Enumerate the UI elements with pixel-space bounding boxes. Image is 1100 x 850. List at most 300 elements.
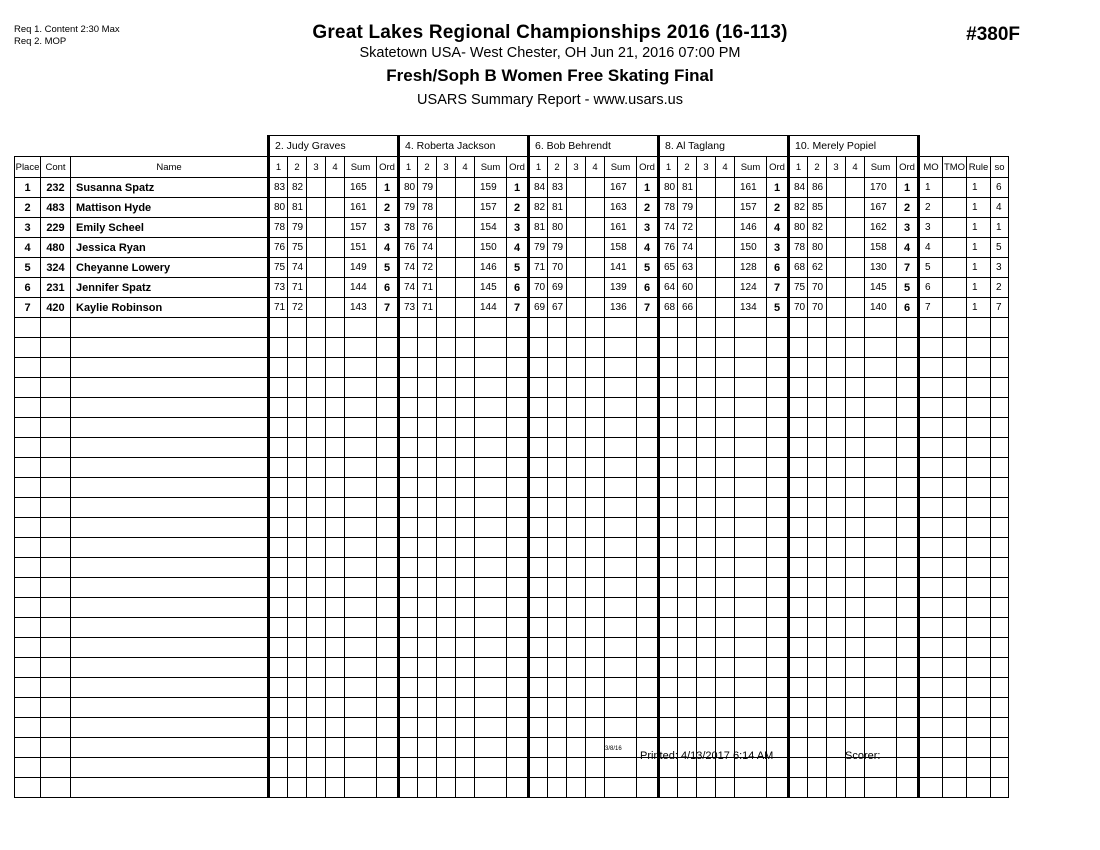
row-j2-score3 xyxy=(437,298,456,318)
empty-j2-s1 xyxy=(399,438,418,458)
empty-cont xyxy=(41,558,71,578)
empty-j1-s1 xyxy=(269,378,288,398)
requirement-2: Req 2. MOP xyxy=(14,36,67,47)
empty-j1-s1 xyxy=(269,398,288,418)
empty-so xyxy=(991,718,1009,738)
empty-mo xyxy=(919,498,943,518)
row-j1-sum: 157 xyxy=(345,218,377,238)
empty-j1-ord xyxy=(377,538,399,558)
row-j3-score3 xyxy=(567,278,586,298)
empty-j1-s3 xyxy=(307,678,326,698)
results-table xyxy=(14,135,1009,798)
empty-j2-s1 xyxy=(399,398,418,418)
row-j4-ord: 7 xyxy=(767,278,789,298)
empty-j1-s1 xyxy=(269,338,288,358)
empty-j1-s2 xyxy=(288,738,307,758)
empty-j2-sum xyxy=(475,578,507,598)
empty-j3-s3 xyxy=(567,398,586,418)
row-j5-ord: 1 xyxy=(897,178,919,198)
row-j5-score4 xyxy=(846,278,865,298)
table-row-empty xyxy=(15,498,1009,518)
col-j5-ord: Ord xyxy=(897,157,919,178)
empty-j2-s3 xyxy=(437,518,456,538)
empty-j2-s1 xyxy=(399,478,418,498)
row-j5-score1: 84 xyxy=(789,178,808,198)
row-j5-score3 xyxy=(827,238,846,258)
table-row xyxy=(15,238,1009,258)
row-j1-ord: 4 xyxy=(377,238,399,258)
empty-j1-s1 xyxy=(269,318,288,338)
empty-j1-s1 xyxy=(269,618,288,638)
row-j5-score2: 82 xyxy=(808,218,827,238)
empty-cont xyxy=(41,378,71,398)
empty-j3-s4 xyxy=(586,358,605,378)
table-row-empty xyxy=(15,598,1009,618)
empty-j2-s1 xyxy=(399,598,418,618)
row-j3-score4 xyxy=(586,198,605,218)
empty-j1-s3 xyxy=(307,398,326,418)
col-j5-s4: 4 xyxy=(846,157,865,178)
empty-cont xyxy=(41,498,71,518)
row-skater-name: Emily Scheel xyxy=(71,218,269,238)
empty-j5-ord xyxy=(897,478,919,498)
empty-cont xyxy=(41,418,71,438)
empty-j4-sum xyxy=(735,338,767,358)
row-rule: 1 xyxy=(967,258,991,278)
row-j1-score4 xyxy=(326,258,345,278)
empty-j2-s4 xyxy=(456,618,475,638)
empty-j4-s4 xyxy=(716,518,735,538)
empty-j5-sum xyxy=(865,458,897,478)
empty-j3-sum xyxy=(605,438,637,458)
empty-j1-s3 xyxy=(307,718,326,738)
row-mo: 1 xyxy=(919,178,943,198)
empty-j2-s3 xyxy=(437,318,456,338)
row-j5-sum: 167 xyxy=(865,198,897,218)
empty-j2-s2 xyxy=(418,598,437,618)
empty-j5-s3 xyxy=(827,738,846,758)
empty-j1-s1 xyxy=(269,478,288,498)
col-mo: MO xyxy=(919,157,943,178)
empty-j1-sum xyxy=(345,538,377,558)
empty-j5-s1 xyxy=(789,358,808,378)
row-j2-ord: 4 xyxy=(507,238,529,258)
row-j3-sum: 136 xyxy=(605,298,637,318)
empty-j3-s2 xyxy=(548,718,567,738)
row-j1-score1: 78 xyxy=(269,218,288,238)
empty-rule xyxy=(967,478,991,498)
row-tmo xyxy=(943,198,967,218)
empty-j5-sum xyxy=(865,638,897,658)
empty-j2-s2 xyxy=(418,538,437,558)
empty-mo xyxy=(919,558,943,578)
empty-j2-sum xyxy=(475,498,507,518)
empty-j3-s1 xyxy=(529,498,548,518)
row-j3-score4 xyxy=(586,258,605,278)
empty-j1-ord xyxy=(377,678,399,698)
empty-j2-sum xyxy=(475,398,507,418)
table-row-empty xyxy=(15,518,1009,538)
empty-j2-s2 xyxy=(418,458,437,478)
row-j3-sum: 158 xyxy=(605,238,637,258)
row-j4-ord: 4 xyxy=(767,218,789,238)
empty-j4-s4 xyxy=(716,598,735,618)
row-j1-score2: 79 xyxy=(288,218,307,238)
empty-j1-s1 xyxy=(269,438,288,458)
empty-j5-s2 xyxy=(808,498,827,518)
row-j5-score1: 68 xyxy=(789,258,808,278)
row-rule: 1 xyxy=(967,198,991,218)
row-tmo xyxy=(943,238,967,258)
empty-j2-sum xyxy=(475,358,507,378)
spacer-place xyxy=(15,136,41,157)
empty-j2-ord xyxy=(507,778,529,798)
empty-j1-sum xyxy=(345,578,377,598)
empty-j1-sum xyxy=(345,498,377,518)
empty-tmo xyxy=(943,418,967,438)
empty-j3-sum xyxy=(605,658,637,678)
empty-rule xyxy=(967,678,991,698)
row-j2-score3 xyxy=(437,198,456,218)
row-j2-score1: 74 xyxy=(399,258,418,278)
row-j3-sum: 163 xyxy=(605,198,637,218)
empty-tmo xyxy=(943,318,967,338)
col-rule: Rule xyxy=(967,157,991,178)
row-place: 7 xyxy=(15,298,41,318)
empty-j5-ord xyxy=(897,338,919,358)
empty-j2-s4 xyxy=(456,778,475,798)
empty-name xyxy=(71,498,269,518)
empty-place xyxy=(15,438,41,458)
table-row-empty xyxy=(15,618,1009,638)
empty-j3-s4 xyxy=(586,538,605,558)
row-j3-sum: 167 xyxy=(605,178,637,198)
empty-j4-s1 xyxy=(659,518,678,538)
empty-j2-s3 xyxy=(437,438,456,458)
empty-j5-s2 xyxy=(808,398,827,418)
row-j5-score4 xyxy=(846,298,865,318)
empty-j4-sum xyxy=(735,698,767,718)
empty-rule xyxy=(967,378,991,398)
empty-j2-sum xyxy=(475,458,507,478)
row-j4-score3 xyxy=(697,238,716,258)
empty-j5-s1 xyxy=(789,478,808,498)
empty-j1-s1 xyxy=(269,498,288,518)
empty-j1-sum xyxy=(345,778,377,798)
empty-name xyxy=(71,538,269,558)
empty-j5-ord xyxy=(897,598,919,618)
empty-j2-s4 xyxy=(456,438,475,458)
table-row-empty xyxy=(15,538,1009,558)
empty-j4-s4 xyxy=(716,478,735,498)
row-j4-score4 xyxy=(716,298,735,318)
empty-cont xyxy=(41,678,71,698)
row-j1-sum: 149 xyxy=(345,258,377,278)
empty-j4-s1 xyxy=(659,498,678,518)
empty-j2-s4 xyxy=(456,338,475,358)
empty-j4-s4 xyxy=(716,498,735,518)
row-tmo xyxy=(943,278,967,298)
empty-mo xyxy=(919,478,943,498)
empty-j3-s2 xyxy=(548,378,567,398)
row-j4-sum: 161 xyxy=(735,178,767,198)
row-j3-ord: 4 xyxy=(637,238,659,258)
empty-j4-s4 xyxy=(716,778,735,798)
empty-j1-s4 xyxy=(326,578,345,598)
col-place: Place xyxy=(15,157,41,178)
empty-j4-s2 xyxy=(678,538,697,558)
empty-j5-s2 xyxy=(808,578,827,598)
empty-j1-s2 xyxy=(288,318,307,338)
empty-place xyxy=(15,398,41,418)
col-j1-s2: 2 xyxy=(288,157,307,178)
empty-j5-s3 xyxy=(827,518,846,538)
row-j5-score3 xyxy=(827,258,846,278)
row-j1-score1: 80 xyxy=(269,198,288,218)
empty-j3-sum xyxy=(605,458,637,478)
empty-j2-ord xyxy=(507,658,529,678)
empty-name xyxy=(71,778,269,798)
empty-name xyxy=(71,438,269,458)
table-row xyxy=(15,218,1009,238)
empty-rule xyxy=(967,598,991,618)
empty-j2-s2 xyxy=(418,778,437,798)
empty-j3-ord xyxy=(637,438,659,458)
row-j4-score4 xyxy=(716,258,735,278)
row-j4-ord: 1 xyxy=(767,178,789,198)
empty-j4-s4 xyxy=(716,358,735,378)
empty-j2-s4 xyxy=(456,538,475,558)
empty-j4-s2 xyxy=(678,418,697,438)
empty-j3-ord xyxy=(637,458,659,478)
empty-j1-s2 xyxy=(288,338,307,358)
row-j3-sum: 139 xyxy=(605,278,637,298)
empty-j3-s1 xyxy=(529,418,548,438)
empty-j2-s1 xyxy=(399,418,418,438)
empty-j5-s1 xyxy=(789,638,808,658)
empty-j4-s3 xyxy=(697,378,716,398)
empty-j4-s4 xyxy=(716,558,735,578)
empty-j1-s1 xyxy=(269,598,288,618)
empty-j5-sum xyxy=(865,338,897,358)
empty-j1-ord xyxy=(377,438,399,458)
empty-j5-sum xyxy=(865,358,897,378)
empty-j1-ord xyxy=(377,758,399,778)
empty-j3-sum xyxy=(605,318,637,338)
row-j1-score3 xyxy=(307,178,326,198)
empty-name xyxy=(71,698,269,718)
empty-tmo xyxy=(943,378,967,398)
empty-j2-s1 xyxy=(399,678,418,698)
empty-j2-ord xyxy=(507,538,529,558)
empty-j2-s4 xyxy=(456,638,475,658)
empty-j5-ord xyxy=(897,438,919,458)
empty-place xyxy=(15,738,41,758)
empty-name xyxy=(71,758,269,778)
table-row-empty xyxy=(15,318,1009,338)
empty-j3-s1 xyxy=(529,758,548,778)
empty-j3-s4 xyxy=(586,518,605,538)
judge-name-3: 6. Bob Behrendt xyxy=(529,136,659,157)
empty-j3-s4 xyxy=(586,738,605,758)
empty-j2-ord xyxy=(507,418,529,438)
empty-j5-s4 xyxy=(846,478,865,498)
empty-j5-sum xyxy=(865,618,897,638)
empty-j2-s4 xyxy=(456,418,475,438)
row-j2-score2: 72 xyxy=(418,258,437,278)
empty-j3-s1 xyxy=(529,378,548,398)
empty-j2-ord xyxy=(507,638,529,658)
empty-name xyxy=(71,318,269,338)
empty-j1-ord xyxy=(377,738,399,758)
empty-j5-ord xyxy=(897,658,919,678)
empty-j4-s1 xyxy=(659,418,678,438)
row-j5-score3 xyxy=(827,218,846,238)
empty-j3-ord xyxy=(637,778,659,798)
empty-j4-sum xyxy=(735,438,767,458)
row-j1-sum: 143 xyxy=(345,298,377,318)
empty-j3-s4 xyxy=(586,318,605,338)
empty-rule xyxy=(967,738,991,758)
empty-place xyxy=(15,558,41,578)
col-j4-s2: 2 xyxy=(678,157,697,178)
empty-j4-s1 xyxy=(659,618,678,638)
empty-j2-s4 xyxy=(456,498,475,518)
empty-j3-sum xyxy=(605,758,637,778)
row-j4-sum: 150 xyxy=(735,238,767,258)
empty-so xyxy=(991,598,1009,618)
empty-j3-s4 xyxy=(586,718,605,738)
empty-j1-s1 xyxy=(269,638,288,658)
row-place: 2 xyxy=(15,198,41,218)
empty-cont xyxy=(41,478,71,498)
empty-j4-s1 xyxy=(659,638,678,658)
row-j4-score2: 60 xyxy=(678,278,697,298)
row-j4-sum: 128 xyxy=(735,258,767,278)
empty-j5-s3 xyxy=(827,418,846,438)
form-code: 3/8/16 xyxy=(605,746,622,752)
empty-j1-sum xyxy=(345,698,377,718)
empty-j4-s1 xyxy=(659,438,678,458)
empty-cont xyxy=(41,458,71,478)
empty-j4-ord xyxy=(767,598,789,618)
row-skater-name: Cheyanne Lowery xyxy=(71,258,269,278)
row-place: 6 xyxy=(15,278,41,298)
empty-j4-s2 xyxy=(678,618,697,638)
row-skater-name: Jennifer Spatz xyxy=(71,278,269,298)
empty-j2-s1 xyxy=(399,538,418,558)
empty-j1-ord xyxy=(377,718,399,738)
empty-j4-s4 xyxy=(716,578,735,598)
empty-j3-s4 xyxy=(586,678,605,698)
row-mo: 3 xyxy=(919,218,943,238)
row-so: 1 xyxy=(991,218,1009,238)
empty-rule xyxy=(967,538,991,558)
empty-j4-sum xyxy=(735,618,767,638)
empty-rule xyxy=(967,558,991,578)
empty-j2-s4 xyxy=(456,358,475,378)
empty-place xyxy=(15,478,41,498)
row-j3-score2: 70 xyxy=(548,258,567,278)
col-j2-s1: 1 xyxy=(399,157,418,178)
empty-j4-s3 xyxy=(697,778,716,798)
empty-j3-sum xyxy=(605,558,637,578)
empty-cont xyxy=(41,318,71,338)
empty-j5-sum xyxy=(865,578,897,598)
empty-j1-ord xyxy=(377,378,399,398)
row-j2-score3 xyxy=(437,258,456,278)
empty-j4-s2 xyxy=(678,698,697,718)
empty-j3-s2 xyxy=(548,598,567,618)
empty-j3-s2 xyxy=(548,438,567,458)
empty-j2-ord xyxy=(507,458,529,478)
empty-j1-ord xyxy=(377,338,399,358)
empty-rule xyxy=(967,318,991,338)
col-j2-ord: Ord xyxy=(507,157,529,178)
empty-j2-sum xyxy=(475,738,507,758)
empty-j5-ord xyxy=(897,418,919,438)
empty-j2-s3 xyxy=(437,338,456,358)
empty-j4-sum xyxy=(735,778,767,798)
empty-place xyxy=(15,458,41,478)
row-j5-score1: 75 xyxy=(789,278,808,298)
judge-name-4: 8. Al Taglang xyxy=(659,136,789,157)
empty-j1-s2 xyxy=(288,578,307,598)
empty-cont xyxy=(41,718,71,738)
empty-j1-s3 xyxy=(307,558,326,578)
row-j2-score2: 71 xyxy=(418,298,437,318)
row-j1-score4 xyxy=(326,218,345,238)
empty-j5-s3 xyxy=(827,398,846,418)
empty-j4-ord xyxy=(767,338,789,358)
empty-j4-s2 xyxy=(678,558,697,578)
empty-rule xyxy=(967,578,991,598)
empty-j2-s4 xyxy=(456,658,475,678)
row-j4-ord: 3 xyxy=(767,238,789,258)
empty-j5-s1 xyxy=(789,678,808,698)
row-j4-score1: 65 xyxy=(659,258,678,278)
row-j3-score1: 84 xyxy=(529,178,548,198)
row-j3-score1: 71 xyxy=(529,258,548,278)
row-j1-score4 xyxy=(326,298,345,318)
empty-j1-ord xyxy=(377,458,399,478)
empty-j5-s1 xyxy=(789,458,808,478)
empty-j5-s4 xyxy=(846,358,865,378)
empty-j3-s2 xyxy=(548,738,567,758)
empty-j2-s2 xyxy=(418,398,437,418)
row-mo: 6 xyxy=(919,278,943,298)
empty-j3-ord xyxy=(637,558,659,578)
empty-j5-s2 xyxy=(808,458,827,478)
row-j3-score1: 82 xyxy=(529,198,548,218)
col-j1-s1: 1 xyxy=(269,157,288,178)
row-j2-score2: 79 xyxy=(418,178,437,198)
empty-rule xyxy=(967,758,991,778)
empty-j1-s4 xyxy=(326,318,345,338)
empty-j1-sum xyxy=(345,638,377,658)
empty-tmo xyxy=(943,478,967,498)
empty-j5-ord xyxy=(897,698,919,718)
empty-j3-s2 xyxy=(548,318,567,338)
empty-j4-sum xyxy=(735,458,767,478)
row-j5-score1: 70 xyxy=(789,298,808,318)
empty-j3-ord xyxy=(637,358,659,378)
row-so: 5 xyxy=(991,238,1009,258)
empty-j4-sum xyxy=(735,318,767,338)
row-j2-score2: 78 xyxy=(418,198,437,218)
row-j1-score4 xyxy=(326,198,345,218)
row-j3-ord: 6 xyxy=(637,278,659,298)
